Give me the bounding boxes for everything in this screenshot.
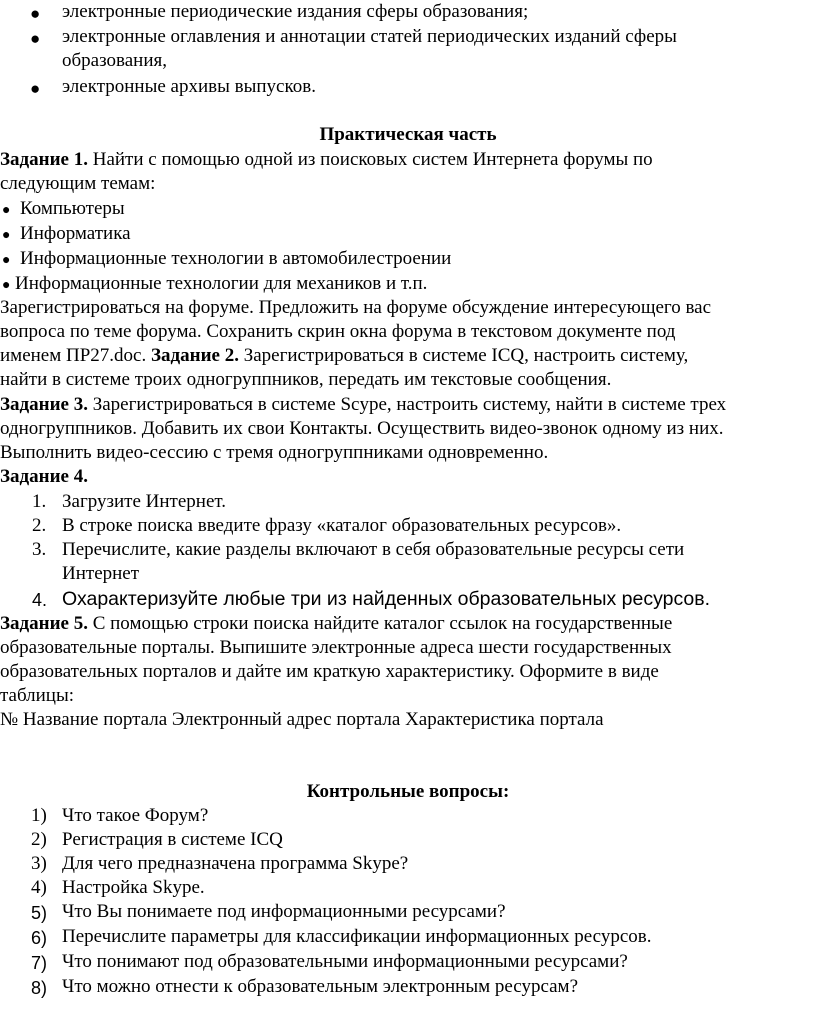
task1-topic-4: Информационные технологии для механиков и т.п.: [15, 273, 428, 294]
task5-label: Задание 5.: [0, 613, 88, 634]
task1-topic-2: Информатика: [20, 223, 131, 244]
question-6: Перечислите параметры для классификации информационных ресурсов.: [62, 926, 652, 947]
task1-topic-3: Информационные технологии в автомобилестроении: [20, 248, 452, 269]
task5-line1: Задание 5. С помощью строки поиска найдите каталог ссылок на государственные: [0, 613, 673, 634]
task1-label: Задание 1.: [0, 149, 88, 170]
task3-line1: Задание 3. Зарегистрироваться в системе Scype, настроить систему, найти в системе трех: [0, 394, 727, 415]
task4-step-2: В строке поиска введите фразу «каталог образовательных ресурсов».: [62, 515, 622, 536]
task4-step-number: 3.: [32, 539, 47, 560]
task1-line1: Задание 1. Найти с помощью одной из поисковых систем Интернета форумы по: [0, 149, 653, 170]
task4-step-4: Охарактеризуйте любые три из найденных образовательных ресурсов.: [62, 588, 711, 610]
task4-step-3: Перечислите, какие разделы включают в себя образовательные ресурсы сети: [62, 539, 685, 560]
bullet-icon: ●: [30, 79, 41, 98]
questions-title: Контрольные вопросы:: [306, 781, 510, 802]
task1-line2: следующим темам:: [0, 173, 156, 194]
question-number: 4): [31, 877, 47, 898]
question-number: 2): [31, 829, 47, 850]
task1-text-2: вопроса по теме форума. Сохранить скрин окна форума в текстовом документе под: [0, 321, 676, 342]
bullet-icon: ●: [2, 278, 11, 293]
question-7: Что понимают под образовательными информационными ресурсами?: [62, 951, 628, 972]
task4-label: Задание 4.: [0, 466, 88, 487]
task3-line2: одногруппников. Добавить их свои Контакты. Осуществить видео-звонок одному из них.: [0, 418, 724, 439]
question-number: 5): [31, 903, 48, 923]
bullet-icon: ●: [2, 228, 11, 243]
bullet-icon: ●: [30, 29, 41, 48]
question-8: Что можно отнести к образовательным электронным ресурсам?: [62, 976, 579, 997]
task4-step-3-cont: Интернет: [62, 563, 140, 584]
bullet-icon: ●: [2, 253, 11, 268]
task3-line3: Выполнить видео-сессию с тремя одногруппниками одновременно.: [0, 442, 549, 463]
bullet-icon: ●: [2, 203, 11, 218]
task3-label: Задание 3.: [0, 394, 88, 415]
task2-label: Задание 2.: [150, 345, 239, 366]
task5-table-header: № Название портала Электронный адрес портала Характеристика портала: [0, 709, 604, 730]
practical-title: Практическая часть: [319, 124, 497, 145]
question-4: Настройка Skype.: [62, 877, 205, 898]
task2-line2: найти в системе троих одногруппников, передать им текстовые сообщения.: [0, 369, 612, 390]
question-5: Что Вы понимаете под информационными ресурсами?: [62, 901, 506, 922]
task4-step-number: 2.: [32, 515, 47, 536]
task5-line2: образовательные порталы. Выпишите электронные адреса шести государственных: [0, 637, 672, 658]
task4-step-1: Загрузите Интернет.: [62, 491, 227, 512]
bullet-icon: ●: [30, 4, 41, 23]
task5-line3: образовательных порталов и дайте им краткую характеристику. Оформите в виде: [0, 661, 659, 682]
question-number: 8): [31, 978, 48, 998]
question-3: Для чего предназначена программа Skype?: [62, 853, 409, 874]
question-number: 7): [31, 953, 48, 973]
task4-step-number: 4.: [32, 590, 48, 610]
intro-bullet-2: электронные оглавления и аннотации статей периодических изданий сферы: [62, 26, 677, 47]
question-1: Что такое Форум?: [62, 805, 209, 826]
intro-bullet-1: электронные периодические издания сферы образования;: [62, 1, 529, 22]
intro-bullet-3: электронные архивы выпусков.: [62, 76, 316, 97]
question-number: 3): [31, 853, 47, 874]
task5-line4: таблицы:: [0, 685, 75, 706]
question-2: Регистрация в системе ICQ: [62, 829, 283, 850]
task1-text-1: Зарегистрироваться на форуме. Предложить на форуме обсуждение интересующего вас: [0, 297, 712, 318]
question-number: 6): [31, 928, 48, 948]
intro-bullet-2-cont: образования,: [62, 50, 167, 71]
task1-task2-line: именем ПР27.doc. Задание 2. Зарегистрироваться в системе ICQ, настроить систему,: [0, 345, 689, 366]
task1-topic-1: Компьютеры: [20, 198, 125, 219]
question-number: 1): [31, 805, 47, 826]
task4-step-number: 1.: [32, 491, 47, 512]
